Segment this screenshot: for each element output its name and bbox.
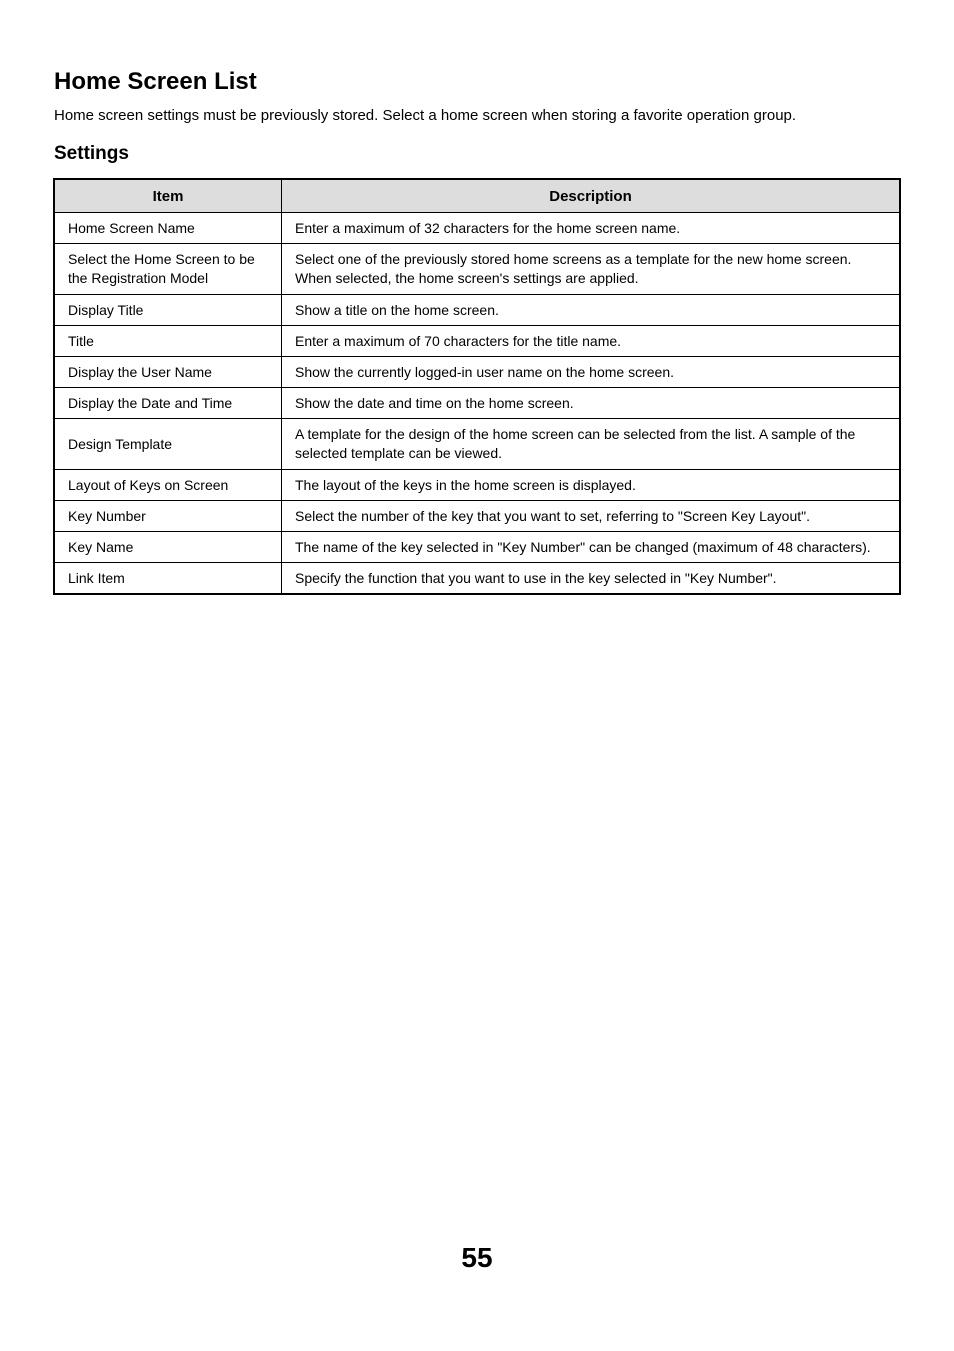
item-cell: Design Template [54,419,282,470]
description-cell: Show the currently logged-in user name on the home screen. [282,357,901,388]
description-cell: The name of the key selected in "Key Number" can be changed (maximum of 48 characters). [282,532,901,563]
intro-paragraph: Home screen settings must be previously stored. Select a home screen when storing a favorite operation group. [54,107,797,124]
item-cell: Display the User Name [54,357,282,388]
item-cell: Link Item [54,563,282,595]
description-cell: The layout of the keys in the home screen is displayed. [282,470,901,501]
description-cell: Select one of the previously stored home screens as a template for the new home screen. When selected, the home screen's settings are applied. [282,244,901,295]
table-row [54,244,900,295]
item-cell: Display the Date and Time [54,388,282,419]
table-row [54,532,900,563]
description-cell: Select the number of the key that you want to set, referring to "Screen Key Layout". [282,501,901,532]
page-title: Home Screen List [54,68,257,95]
table-row [54,501,900,532]
table-row [54,357,900,388]
description-cell: Show the date and time on the home screen. [282,388,901,419]
table-row [54,419,900,470]
table-row [54,470,900,501]
description-cell: Show a title on the home screen. [282,295,901,326]
column-header-item: Item [54,179,282,213]
table-row [54,295,900,326]
table-header-row [54,179,900,213]
item-cell: Display Title [54,295,282,326]
page-number: 55 [461,1242,493,1273]
description-cell: Enter a maximum of 32 characters for the home screen name. [282,213,901,244]
item-cell: Home Screen Name [54,213,282,244]
table-row [54,563,900,595]
description-cell: Enter a maximum of 70 characters for the title name. [282,326,901,357]
item-cell: Select the Home Screen to be the Registration Model [54,244,282,295]
item-cell: Layout of Keys on Screen [54,470,282,501]
table-row [54,213,900,244]
item-cell: Key Number [54,501,282,532]
description-cell: Specify the function that you want to use in the key selected in "Key Number". [282,563,901,595]
section-title-settings: Settings [54,143,129,164]
description-cell: A template for the design of the home screen can be selected from the list. A sample of the selected template can be viewed. [282,419,901,470]
table-row [54,388,900,419]
settings-table [53,178,901,595]
item-cell: Title [54,326,282,357]
item-cell: Key Name [54,532,282,563]
table-row [54,326,900,357]
column-header-description: Description [282,179,901,213]
